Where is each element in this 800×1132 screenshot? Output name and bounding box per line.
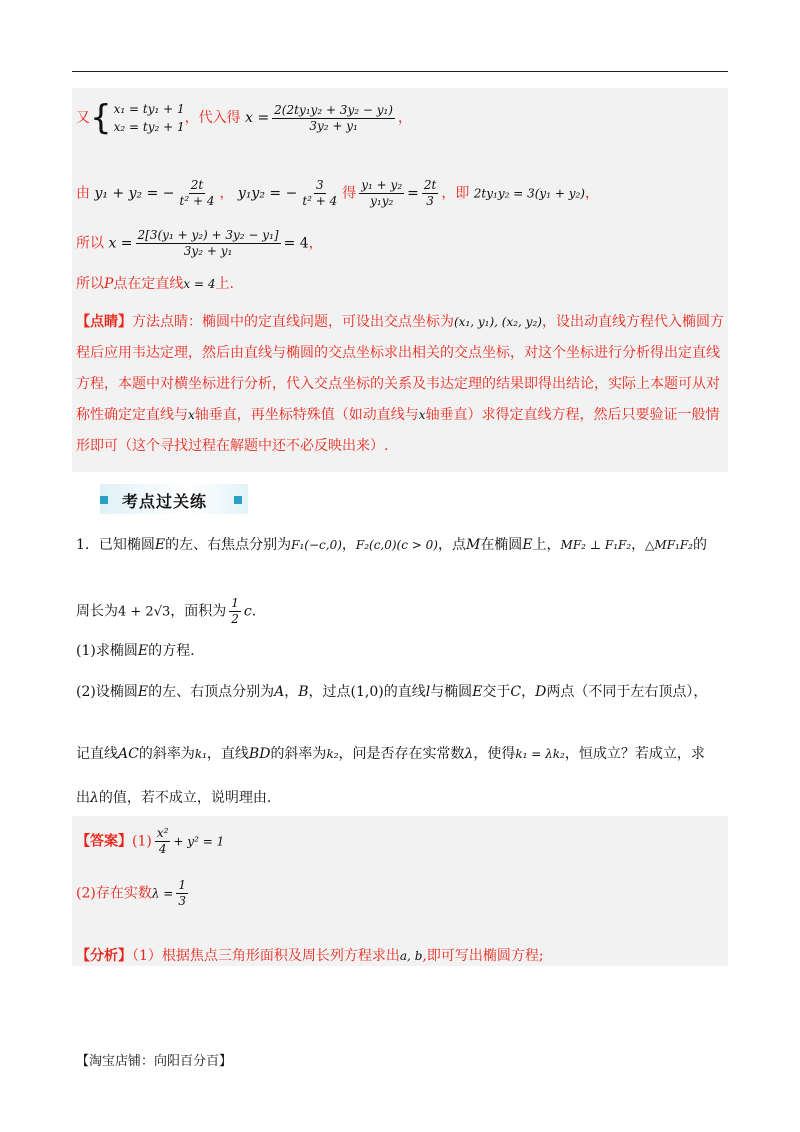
math: E [472, 684, 483, 700]
text: 的直线 [383, 684, 426, 700]
math: E [137, 684, 149, 700]
footer-shop: 【淘宝店铺：向阳百分百】 [76, 1054, 233, 1069]
text: ， [521, 684, 536, 700]
text: 两点（不同于左右顶点）， [546, 684, 708, 700]
section-title: 考点过关练 [122, 492, 208, 511]
text: 的值，若不成立，说明理由. [98, 790, 272, 806]
question-1 [76, 640, 195, 660]
math: y₁y₂ = − [237, 185, 298, 202]
solution-line-1 [76, 100, 412, 136]
text: ，面积为 [170, 603, 227, 620]
math: E [522, 537, 533, 553]
denominator: 3 [426, 194, 434, 208]
analysis-line [76, 946, 544, 966]
text: 在椭圆 [480, 537, 523, 553]
fraction [155, 826, 171, 857]
math: x = 4 [183, 277, 216, 291]
problem-line-1 [76, 534, 707, 554]
solution-line-2 [76, 178, 599, 209]
text: 上， [532, 537, 561, 553]
math: = 4 [283, 235, 309, 252]
text: ， [308, 235, 323, 252]
fraction [178, 178, 217, 209]
text: ， [219, 185, 234, 202]
denominator: 2 [231, 612, 239, 626]
fraction [300, 178, 339, 209]
math: = [407, 185, 419, 202]
math: A [274, 684, 285, 700]
denominator: y₁y₂ [370, 194, 394, 208]
math: y₁ + y₂ = − [94, 185, 175, 202]
text: 与椭圆 [430, 684, 473, 700]
text: 点在定直线 [113, 276, 184, 292]
math: BD [248, 746, 271, 762]
math: P [104, 276, 114, 292]
text: 所以 [76, 276, 104, 292]
text: ， [284, 684, 299, 700]
numerator: 2t [423, 178, 437, 192]
fraction [229, 596, 241, 627]
square-icon [100, 496, 108, 504]
fraction [176, 878, 188, 909]
math: F₁(−c,0) [291, 538, 342, 552]
math: (x₁, y₁), (x₂, y₂) [454, 315, 542, 329]
fraction [422, 178, 438, 209]
text: 1．已知椭圆 [76, 537, 155, 553]
square-icon [234, 496, 242, 504]
text: 由 [76, 185, 90, 202]
denominator: 3 [178, 894, 186, 908]
numerator: 1 [178, 878, 186, 892]
text: 的斜率为 [138, 746, 195, 762]
denominator: t² + 4 [179, 194, 215, 208]
text: ，即 [441, 185, 470, 202]
text: ，过点 [308, 684, 351, 700]
numerator: 2(2ty₁y₂ + 3y₂ − y₁) [274, 102, 393, 117]
math: a, b [399, 949, 423, 963]
problem-line-2 [76, 596, 256, 627]
math: D [535, 684, 547, 700]
header-rule [72, 71, 728, 72]
answer-label: 【答案】 [76, 833, 132, 850]
text: ， [631, 537, 646, 553]
math: MF₂ ⊥ F₁F₂ [560, 538, 632, 552]
fraction [359, 178, 404, 209]
math: △MF₁F₂ [645, 538, 693, 552]
math: l [425, 684, 431, 700]
text: ，设出动直线方程代入椭圆方程后应用韦达定理，然后由直线与椭圆的交点坐标求出相关的交点坐标，对这个坐标进行分析得出定直线方程，本题中对横坐标进行分析，代入交点坐标的关系及韦达定理的结果即得出结论，实际上本题可从对称性确定定直线与 [76, 314, 724, 423]
system-row-2: x₂ = ty₂ + 1 [113, 120, 185, 134]
math: k₂ [326, 747, 339, 761]
question-2-line-2 [76, 743, 705, 763]
text: 的 [692, 537, 707, 553]
question-2-line-3 [76, 787, 271, 807]
text: ，代入得 [184, 110, 241, 126]
math: x = [245, 110, 270, 126]
math: x [188, 408, 195, 422]
math: λ [464, 746, 474, 762]
numerator: x² [156, 826, 169, 840]
text: ， [584, 185, 599, 202]
math: (1,0) [350, 684, 384, 700]
math: k₁ = λk₂ [515, 747, 565, 761]
answer-line-1 [76, 826, 224, 857]
fraction [136, 228, 281, 259]
math: x [418, 408, 426, 422]
text: . [251, 603, 257, 620]
math: E [154, 537, 166, 553]
text: 上. [215, 276, 234, 292]
text: （1）根据焦点三角形面积及周长列方程求出 [132, 948, 400, 964]
numerator: 2[3(y₁ + y₂) + 3y₂ − y₁] [137, 228, 279, 242]
text: ，直线 [206, 746, 249, 762]
tip-paragraph [76, 307, 724, 462]
math: M [465, 537, 481, 553]
text: 记直线 [76, 746, 118, 762]
system-row-1: x₁ = ty₁ + 1 [113, 102, 185, 116]
math: x = [108, 235, 133, 252]
numerator: 1 [231, 596, 239, 610]
math: λ [90, 790, 99, 806]
question-2-line-1 [76, 681, 707, 701]
solution-line-3 [76, 228, 323, 259]
text: (2)存在实数 [76, 885, 152, 902]
text: ，点 [437, 537, 466, 553]
text: ，问是否存在实常数 [338, 746, 465, 762]
text: 的左、右顶点分别为 [148, 684, 275, 700]
numerator: 3 [315, 178, 324, 192]
denominator: 3y₂ + y₁ [309, 118, 358, 133]
denominator: 4 [158, 842, 167, 856]
math: E [137, 643, 149, 659]
math: λ = [151, 886, 174, 901]
text: 出 [76, 790, 90, 806]
tip-label: 【点睛】 [76, 314, 132, 330]
text: (1)求椭圆 [76, 643, 138, 659]
fraction [272, 103, 395, 134]
text: (2)设椭圆 [76, 684, 138, 700]
text: 的方程. [148, 643, 195, 659]
text: ,即可写出椭圆方程; [422, 948, 544, 964]
text: 所以 [76, 235, 104, 252]
math: AC [118, 746, 139, 762]
analysis-label: 【分析】 [76, 948, 132, 964]
text: 周长为 [76, 603, 118, 620]
text: 的左、右焦点分别为 [165, 537, 292, 553]
math: c [243, 603, 252, 620]
solution-line-4 [76, 274, 234, 294]
text: (1) [132, 833, 152, 850]
text: ， [341, 537, 356, 553]
answer-line-2 [76, 878, 191, 909]
text: 交于 [482, 684, 511, 700]
text: 轴垂直，再坐标特殊值（如动直线与 [194, 407, 419, 423]
text: ， [398, 110, 412, 126]
text: 方法点睛：椭圆中的定直线问题，可设出交点坐标为 [132, 314, 454, 330]
section-tag [100, 484, 248, 514]
text: 轴垂直）求得定直线方程，然后只要验证一般情形即可（这个寻找过程在解题中还不必反映出来）. [76, 407, 720, 454]
text: ，恒成立？若成立，求 [564, 746, 705, 762]
math: 2ty₁y₂ = 3(y₁ + y₂) [473, 186, 585, 201]
numerator: 2t [190, 178, 204, 192]
equation-system [90, 100, 185, 136]
text: 得 [342, 185, 357, 202]
text: 又 [76, 110, 90, 126]
numerator: y₁ + y₂ [361, 178, 403, 192]
math: C [510, 684, 522, 700]
denominator: 3y₂ + y₁ [183, 244, 233, 258]
math: F₂(c,0)(c > 0) [355, 538, 438, 552]
denominator: t² + 4 [302, 194, 338, 208]
math: + y² = 1 [173, 834, 225, 849]
math: k₁ [194, 747, 207, 761]
brace: { [90, 98, 112, 138]
math: B [298, 684, 309, 700]
text: ，使得 [473, 746, 516, 762]
text: 的斜率为 [270, 746, 327, 762]
math: 4 + 2√3 [118, 604, 171, 620]
